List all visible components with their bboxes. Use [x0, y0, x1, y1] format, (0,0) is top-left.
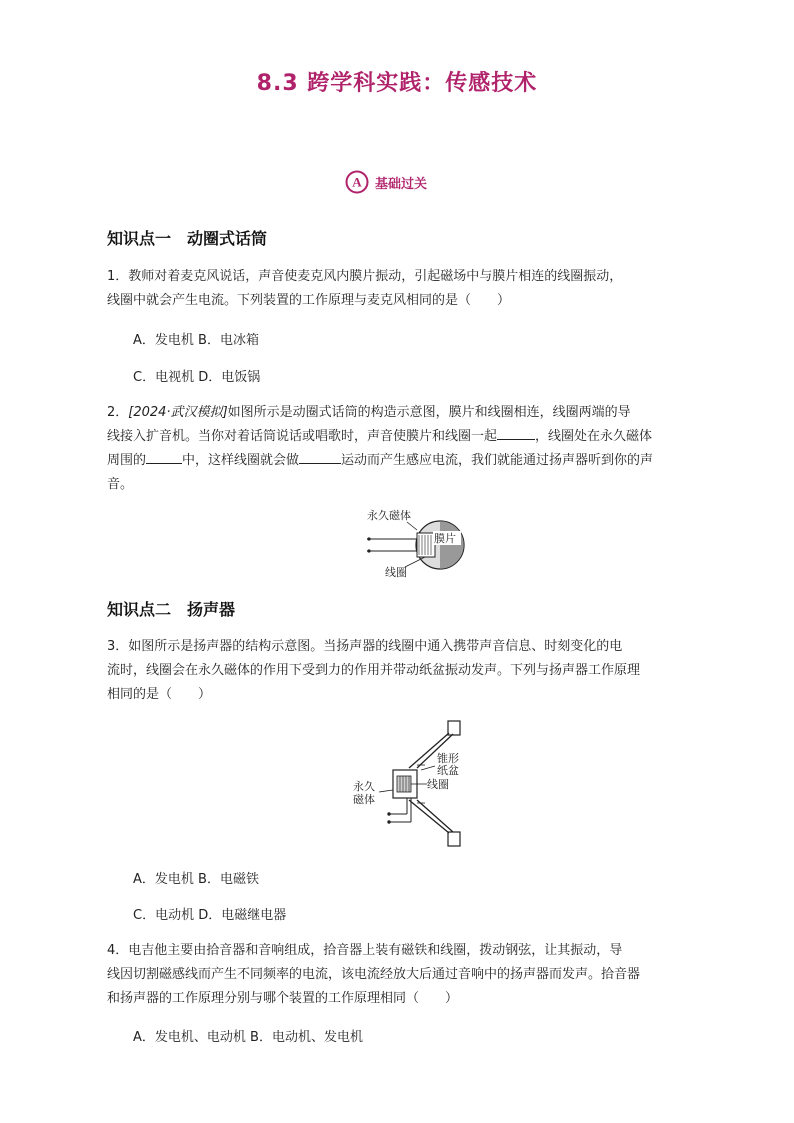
microphone-diagram: [355, 505, 475, 580]
q2-line-3-c: 运动而产生感应电流，我们就能通过扬声器听到你的声: [341, 453, 654, 468]
q1-line-2: 线圈中就会产生电流。下列装置的工作原理与麦克风相同的是（ ）: [107, 293, 511, 308]
answer-blank-1[interactable]: [497, 425, 535, 440]
page-title: 8.3 跨学科实践：传感技术: [256, 71, 538, 96]
q2-line-4: 音。: [107, 477, 134, 492]
q2-source: [2024·武汉模拟]: [128, 405, 228, 420]
q3-line-1: 3．如图所示是扬声器的结构示意图。当扬声器的线圈中通入携带声音信息、时刻变化的电: [107, 639, 623, 654]
badge-label: 基础过关: [375, 176, 428, 192]
answer-blank-2[interactable]: [146, 449, 182, 464]
label-membrane: 膜片: [434, 532, 456, 545]
q3-line-2: 流时，线圈会在永久磁体的作用下受到力的作用并带动纸盆振动发声。下列与扬声器工作原理: [107, 663, 641, 678]
q2-line-1-text: 如图所示是动圈式话筒的构造示意图，膜片和线圈相连，线圈两端的导: [227, 405, 631, 420]
q2-line-1: [107, 401, 697, 425]
q2-line-3: [107, 449, 697, 473]
q4-options-ab: A．发电机、电动机 B．电动机、发电机: [133, 1030, 363, 1045]
q2-line-2-a: 线接入扩音机。当你对着话筒说话或唱歌时，声音使膜片和线圈一起: [107, 429, 498, 444]
q3-line-3: 相同的是（ ）: [107, 687, 212, 702]
q4-line-3: 和扬声器的工作原理分别与哪个装置的工作原理相同（ ）: [107, 991, 459, 1006]
label-coil: 线圈: [385, 566, 407, 579]
label-cone-1: 锥形: [437, 752, 459, 765]
q2-line-3-b: 中，这样线圈就会做: [182, 453, 300, 468]
label-coil: 线圈: [427, 778, 449, 791]
badge-circle-icon: [345, 170, 369, 194]
q4-line-1: 4．电吉他主要由拾音器和音响组成，拾音器上装有磁铁和线圈，拨动钢弦，让其振动，导: [107, 943, 623, 958]
q1-options-cd: C．电视机 D．电饭锅: [133, 370, 261, 385]
speaker-diagram: [345, 718, 475, 850]
label-cone-2: 纸盆: [437, 764, 459, 777]
section-badge: [345, 170, 427, 194]
q3-options-ab: A．发电机 B．电磁铁: [133, 872, 259, 887]
q4-line-2: 线因切割磁感线而产生不同频率的电流，该电流经放大后通过音响中的扬声器而发声。拾音器: [107, 967, 641, 982]
badge-letter: A: [352, 174, 362, 190]
label-magnet: 永久磁体: [367, 509, 411, 522]
q2-number: 2．: [107, 405, 129, 420]
q2-line-3-a: 周围的: [107, 453, 147, 468]
section-title-2: 知识点二 扬声器: [107, 600, 236, 619]
question-3: [107, 635, 697, 707]
q1-line-1: 1．教师对着麦克风说话，声音使麦克风内膜片振动，引起磁场中与膜片相连的线圈振动，: [107, 269, 623, 284]
q3-options-cd: C．电动机 D．电磁继电器: [133, 908, 287, 923]
q1-options-ab: A．发电机 B．电冰箱: [133, 333, 259, 348]
q2-line-2: [107, 425, 697, 449]
question-1: [107, 265, 697, 313]
question-4: [107, 939, 697, 1011]
label-magnet-2: 磁体: [353, 793, 375, 806]
question-2: [107, 401, 697, 497]
label-magnet-1: 永久: [353, 780, 375, 793]
q2-line-2-b: ，线圈处在永久磁体: [535, 429, 653, 444]
answer-blank-3[interactable]: [299, 449, 341, 464]
section-title-1: 知识点一 动圈式话筒: [107, 229, 268, 248]
